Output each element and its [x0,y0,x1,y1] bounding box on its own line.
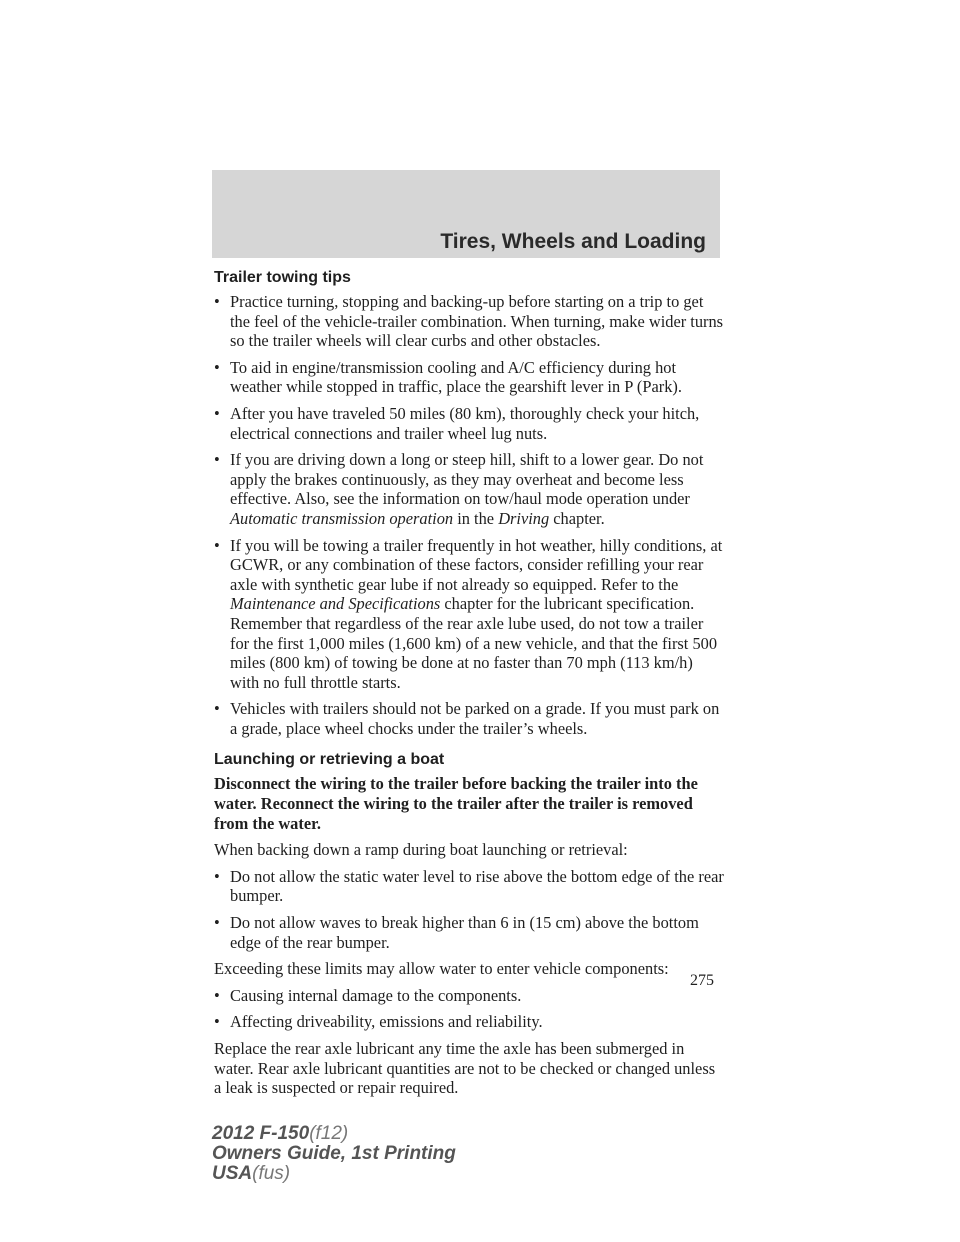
list-item: • If you will be towing a trailer frequently in hot weather, hilly conditions, at GCWR, or any combination of these factors, consider refilling your rear axle with synthetic gear lube if not already so equipped. Refer to the Maintenance and Specifications chapter for the lubricant specification. Remember that regardless of the rear axle lube used, do not tow a trailer for the first 1,000 miles (1,600 km) of a new vehicle, and that the first 500 miles (800 km) of towing be done at no faster than 70 mph (113 km/h) with no full throttle starts. [214,535,723,692]
footer-line-3: USA(fus) [212,1163,291,1184]
list-item: • To aid in engine/transmission cooling and A/C efficiency during hot weather while stopped in traffic, place the gearshift lever in P (Park). [214,357,682,397]
list-item: • Do not allow the static water level to rise above the bottom edge of the rear bumper. [214,866,724,906]
page-content [214,268,724,1105]
cross-reference: Maintenance and Specifications [230,594,441,614]
footer-line-1: 2012 F-150(f12) [212,1123,349,1144]
towing-tips-list [214,292,724,738]
list-item: • If you are driving down a long or steep hill, shift to a lower gear. Do not apply the brakes continuously, as they may overheat and become less effective. Also, see the information on tow/haul mode operation under Automatic transmission operation in the Driving chapter. [214,450,704,528]
document-footer [212,1124,456,1184]
bullet-icon: • [214,866,220,886]
bullet-icon: • [214,357,220,377]
bullet-icon: • [214,1012,220,1032]
cross-reference: Driving [498,508,550,528]
bullet-icon: • [214,699,220,719]
bullet-icon: • [214,403,220,423]
section-title: Tires, Wheels and Loading [440,230,706,253]
bullet-icon: • [214,535,220,555]
bullet-icon: • [214,985,220,1005]
bullet-icon: • [214,913,220,933]
list-item: • Causing internal damage to the components. [214,985,522,1005]
limits-list [214,986,724,1032]
bullet-icon: • [214,292,220,311]
warning-text: Disconnect the wiring to the trailer before backing the trailer into the water. Reconnect the wiring to the trailer after the trailer is removed from the water. [214,774,698,833]
section-header-band [212,170,720,258]
page-number: 275 [690,972,714,989]
bullet-icon: • [214,450,220,470]
boat-heading: Launching or retrieving a boat [214,751,445,769]
list-item: • Affecting driveability, emissions and reliability. [214,1012,543,1032]
list-item: • Do not allow waves to break higher than 6 in (15 cm) above the bottom edge of the rear bumper. [214,913,699,952]
boat-intro: When backing down a ramp during boat launching or retrieval: [214,840,628,860]
list-item: • Practice turning, stopping and backing-up before starting on a trip to get the feel of the vehicle-trailer combination. When turning, make wider turns so the trailer wheels will clear curbs and other obstacles. [214,292,724,351]
list-item: • Vehicles with trailers should not be parked on a grade. If you must park on a grade, place wheel chocks under the trailer’s wheels. [214,699,720,738]
list-item: • After you have traveled 50 miles (80 km), thoroughly check your hitch, electrical connections and trailer wheel lug nuts. [214,403,700,443]
cross-reference: Automatic transmission operation [230,508,454,528]
boat-list [214,867,724,952]
towing-tips-heading: Trailer towing tips [214,269,351,286]
footer-line-2: Owners Guide, 1st Printing [212,1143,456,1164]
closing-paragraph: Replace the rear axle lubricant any time the axle has been submerged in water. Rear axle lubricant quantities are not to be checked or changed unless a leak is suspected or repair required. [214,1039,716,1098]
limits-intro: Exceeding these limits may allow water to enter vehicle components: [214,959,669,979]
